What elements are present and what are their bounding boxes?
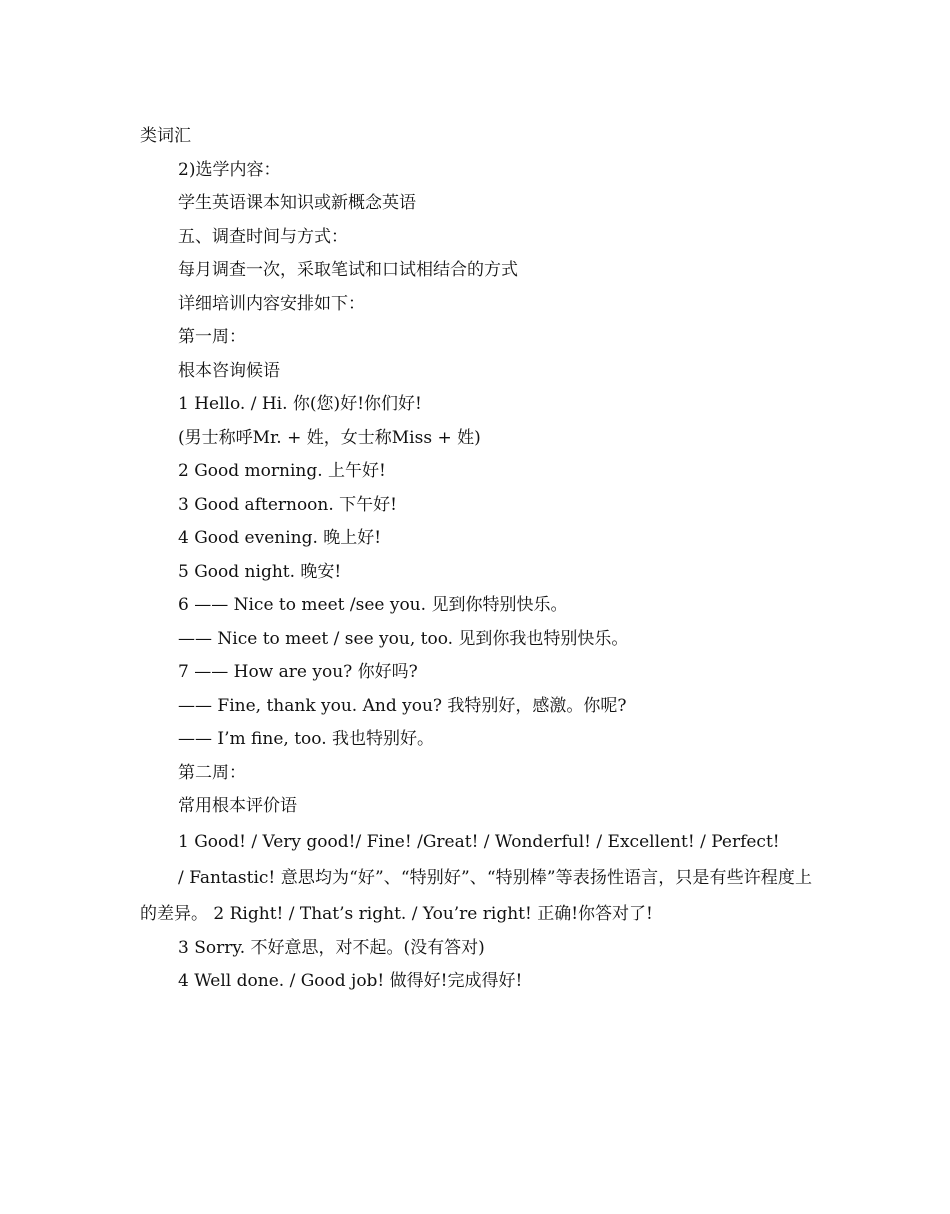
phrase-line: —— Nice to meet / see you, too. 见到你我也特别快乐。: [178, 628, 629, 649]
topic-heading: 常用根本评价语: [178, 796, 297, 816]
paragraph: / Fantastic! 意思均为“好”、“特别好”、“特别棒”等表扬性语言，只是有些许程度上的差异。 2 Right! / That’s right. / You’re right! 正确!你答对了!: [140, 867, 812, 924]
section-heading: 五、调查时间与方式：: [178, 226, 348, 247]
text-line: 详细培训内容安排如下：: [178, 293, 365, 314]
paragraph: 1 Good! / Very good!/ Fine! /Great! / Wonderful! / Excellent! / Perfect!: [178, 831, 780, 852]
phrase-line: 6 —— Nice to meet /see you. 见到你特别快乐。: [178, 595, 568, 615]
phrase-line: 2 Good morning. 上午好!: [178, 461, 386, 481]
topic-heading: 根本咨询候语: [178, 360, 280, 381]
phrase-line: 1 Hello. / Hi. 你(您)好!你们好!: [178, 394, 422, 414]
week-heading: 第一周：: [178, 327, 246, 347]
week-heading: 第二周：: [178, 762, 246, 783]
text-line: 类词汇: [140, 126, 191, 146]
phrase-line: 4 Good evening. 晚上好!: [178, 528, 382, 548]
text-line: 每月调查一次，采取笔试和口试相结合的方式: [178, 260, 518, 280]
phrase-line: 5 Good night. 晚安!: [178, 561, 342, 582]
phrase-line: 3 Good afternoon. 下午好!: [178, 494, 398, 515]
phrase-line: 3 Sorry. 不好意思，对不起。(没有答对): [178, 937, 485, 958]
document-body: [140, 120, 812, 999]
phrase-line: —— Fine, thank you. And you? 我特别好，感激。你呢?: [178, 695, 627, 716]
phrase-line: (男士称呼Mr. + 姓，女士称Miss + 姓): [178, 427, 481, 448]
phrase-line: —— I’m fine, too. 我也特别好。: [178, 729, 435, 749]
phrase-line: 4 Well done. / Good job! 做得好!完成得好!: [178, 971, 523, 991]
phrase-line: 7 —— How are you? 你好吗?: [178, 662, 418, 682]
text-line: 2)选学内容：: [178, 159, 281, 180]
text-line: 学生英语课本知识或新概念英语: [178, 193, 416, 213]
